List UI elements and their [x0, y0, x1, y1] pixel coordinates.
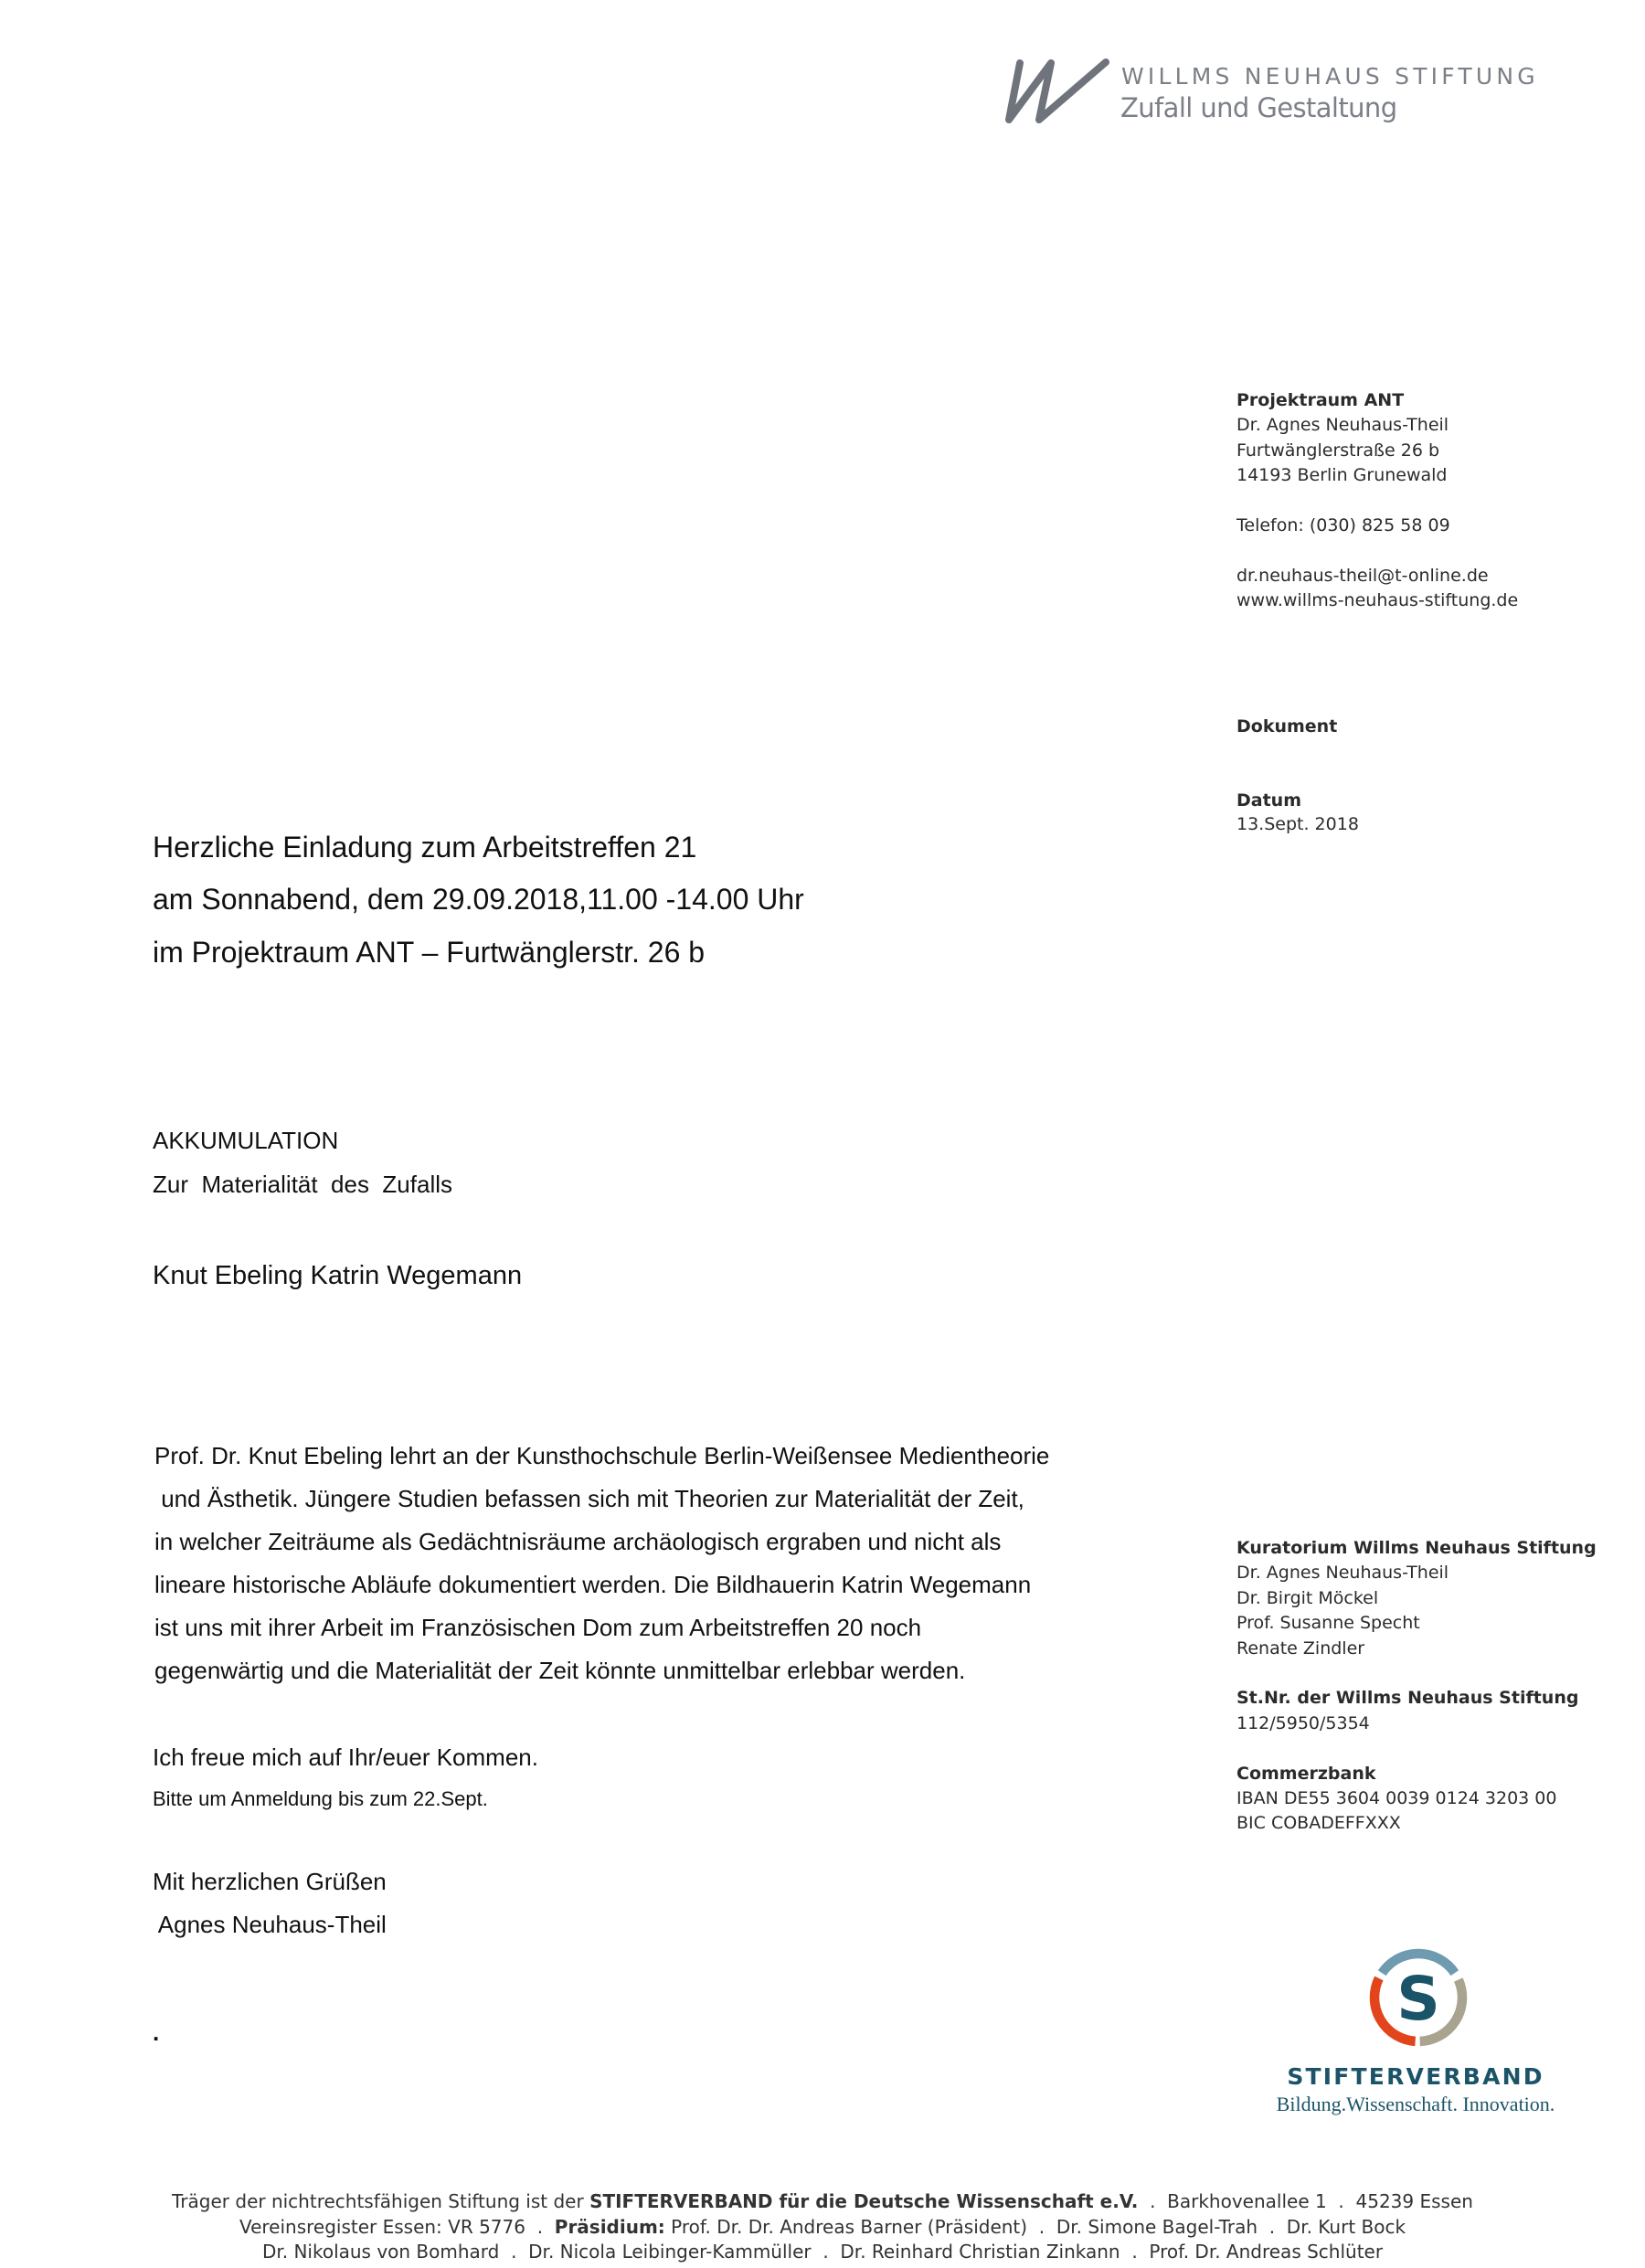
- greeting: Mit herzlichen Grüßen: [153, 1868, 387, 1895]
- footer: [0, 2189, 1645, 2265]
- speakers: Knut Ebeling Katrin Wegemann: [153, 1261, 523, 1290]
- board-block: [1236, 1536, 1597, 1837]
- logo-letter: S: [1396, 1964, 1440, 2034]
- document-meta: [1236, 715, 1337, 739]
- body-line: lineare historische Abläufe dokumentiert werden. Die Bildhauerin Katrin Wegemann: [154, 1571, 1032, 1598]
- spacer: [1236, 538, 1518, 563]
- body-line: und Ästhetik. Jüngere Studien befassen sich mit Theorien zur Materialität der Zeit,: [154, 1485, 1024, 1512]
- sender-phone: Telefon: (030) 825 58 09: [1236, 514, 1450, 535]
- body-line: in welcher Zeiträume als Gedächtnisräume archäologisch ergraben und nicht als: [154, 1528, 1002, 1555]
- registration-note: Bitte um Anmeldung bis zum 22.Sept.: [153, 1787, 488, 1810]
- sender-name: Dr. Agnes Neuhaus-Theil: [1236, 415, 1449, 436]
- stifterverband-name: STIFTERVERBAND: [1287, 2063, 1544, 2090]
- closing-invite: Ich freue mich auf Ihr/euer Kommen.: [153, 1743, 538, 1771]
- board-member: Dr. Birgit Möckel: [1236, 1587, 1379, 1608]
- headline-line-3: im Projektraum ANT – Furtwänglerstr. 26 b: [153, 936, 706, 969]
- sender-city: 14193 Berlin Grunewald: [1236, 465, 1448, 486]
- trailing-mark: .: [153, 2019, 160, 2046]
- footer-line-2: [0, 2215, 1645, 2241]
- body-line: Prof. Dr. Knut Ebeling lehrt an der Kunsthochschule Berlin-Weißensee Medientheorie: [154, 1442, 1050, 1469]
- topic-title: AKKUMULATION: [153, 1127, 339, 1154]
- foundation-name: WILLMS NEUHAUS STIFTUNG: [1121, 63, 1539, 90]
- wnh-w-logo-icon: [996, 55, 1120, 128]
- sender-block: [1236, 388, 1518, 614]
- spacer: [1236, 1661, 1597, 1686]
- footer-text: Träger der nichtrechtsfähigen Stiftung ist der: [172, 2190, 590, 2212]
- footer-register: Vereinsregister Essen: VR 5776 .: [239, 2215, 555, 2238]
- bank-iban: IBAN DE55 3604 0039 0124 3203 00: [1236, 1787, 1557, 1808]
- body-paragraph: [154, 1435, 1049, 1692]
- sender-title: Projektraum ANT: [1236, 390, 1405, 410]
- stifterverband-tagline: Bildung.Wissenschaft. Innovation.: [1276, 2093, 1555, 2115]
- tax-label: St.Nr. der Willms Neuhaus Stiftung: [1236, 1688, 1579, 1709]
- footer-line-1: [0, 2189, 1645, 2215]
- foundation-tagline: Zufall und Gestaltung: [1120, 92, 1397, 123]
- topic-subtitle: Zur Materialität des Zufalls: [153, 1171, 452, 1198]
- sender-email-link[interactable]: dr.neuhaus-theil@t-online.de: [1236, 565, 1489, 586]
- date-value: 13.Sept. 2018: [1236, 814, 1359, 835]
- headline-line-1: Herzliche Einladung zum Arbeitstreffen 21: [153, 831, 697, 864]
- footer-address: . Barkhovenallee 1 . 45239 Essen: [1138, 2190, 1473, 2212]
- footer-presidium-label: Präsidium:: [554, 2215, 665, 2238]
- document-label: Dokument: [1236, 716, 1338, 737]
- bank-bic: BIC COBADEFFXXX: [1236, 1813, 1401, 1834]
- date-meta: [1236, 789, 1359, 838]
- date-label: Datum: [1236, 790, 1301, 811]
- footer-presidium: Prof. Dr. Dr. Andreas Barner (Präsident) . Dr. Simone Bagel-Trah . Dr. Kurt Bock: [664, 2215, 1406, 2238]
- footer-line-3: Dr. Nikolaus von Bomhard . Dr. Nicola Leibinger-Kammüller . Dr. Reinhard Christian Zinkann . Prof. Dr. Andreas Schlüter: [261, 2241, 1384, 2263]
- bank-name: Commerzbank: [1236, 1763, 1376, 1784]
- tax-number: 112/5950/5354: [1236, 1712, 1370, 1733]
- body-line: gegenwärtig und die Materialität der Zeit könnte unmittelbar erlebbar werden.: [154, 1657, 966, 1684]
- board-member: Renate Zindler: [1236, 1637, 1365, 1659]
- signature: Agnes Neuhaus-Theil: [153, 1911, 387, 1938]
- board-member: Dr. Agnes Neuhaus-Theil: [1236, 1563, 1449, 1584]
- board-member: Prof. Susanne Specht: [1236, 1613, 1420, 1634]
- body-line: ist uns mit ihrer Arbeit im Französischen Dom zum Arbeitstreffen 20 noch: [154, 1614, 922, 1641]
- headline-line-2: am Sonnabend, dem 29.09.2018,11.00 -14.00 Uhr: [153, 883, 804, 916]
- board-title: Kuratorium Willms Neuhaus Stiftung: [1236, 1538, 1597, 1558]
- stifterverband-logo-icon: [1362, 1941, 1475, 2054]
- spacer: [1236, 1736, 1597, 1761]
- spacer: [1236, 489, 1518, 514]
- footer-org: STIFTERVERBAND für die Deutsche Wissenschaft e.V.: [589, 2190, 1139, 2212]
- sender-street: Furtwänglerstraße 26 b: [1236, 440, 1440, 461]
- sender-website-link[interactable]: www.willms-neuhaus-stiftung.de: [1236, 590, 1519, 611]
